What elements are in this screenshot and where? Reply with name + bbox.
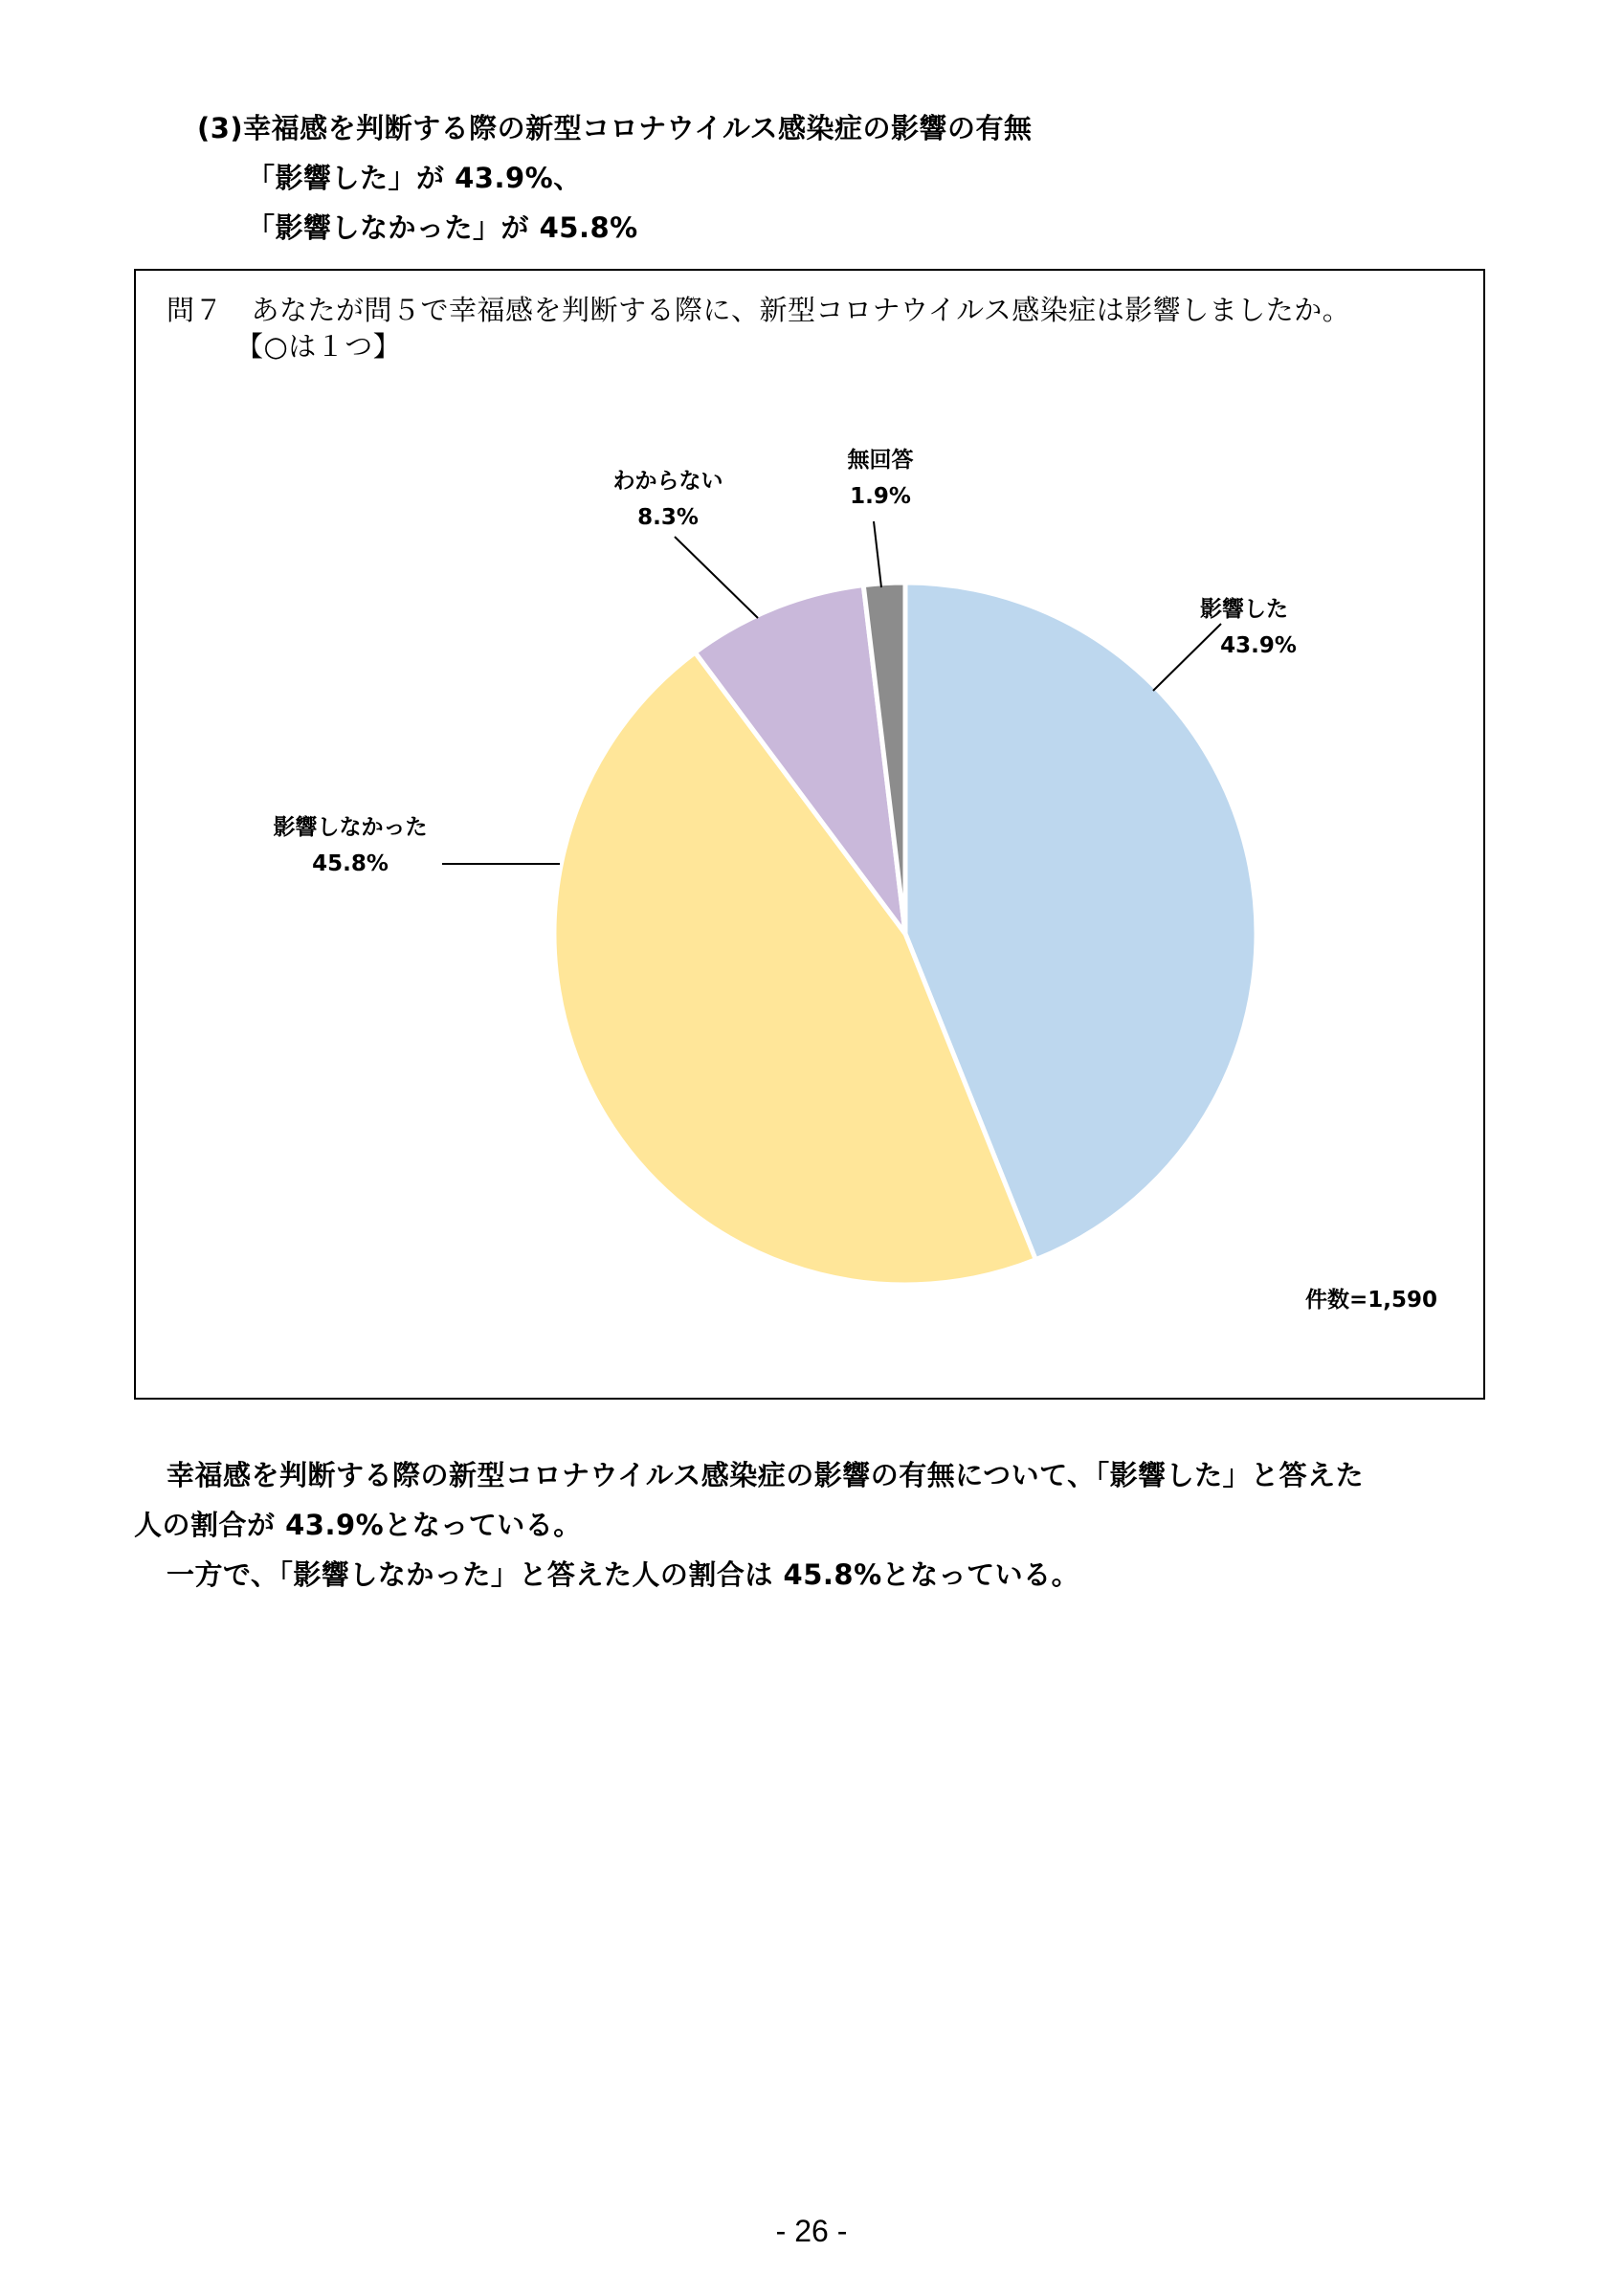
slice-label-not-affected-value: 45.8%: [312, 851, 389, 876]
leader-line-unknown: [675, 537, 758, 618]
body-paragraph-1-line-1: 幸福感を判断する際の新型コロナウイルス感染症の影響の有無について、「影響した」と答えた: [167, 1459, 1365, 1491]
slice-label-affected-value: 43.9%: [1220, 633, 1297, 658]
section-title: (3)幸福感を判断する際の新型コロナウイルス感染症の影響の有無: [197, 112, 1033, 144]
question-instruction: 【○は１つ】: [235, 330, 402, 363]
slice-label-no-answer-name: 無回答: [847, 448, 914, 473]
sample-count: 件数=1,590: [1305, 1288, 1438, 1313]
slice-label-unknown-name: わからない: [612, 469, 723, 494]
slice-label-affected-name: 影響した: [1199, 597, 1288, 622]
summary-line-2: 「影響しなかった」が 45.8%: [247, 211, 638, 244]
question-text: 問７ あなたが問５で幸福感を判断する際に、新型コロナウイルス感染症は影響しましたか。: [167, 294, 1351, 326]
slice-label-no-answer-value: 1.9%: [850, 484, 911, 509]
body-paragraph-2: 一方で、「影響しなかった」と答えた人の割合は 45.8%となっている。: [167, 1558, 1080, 1591]
slice-label-unknown-value: 8.3%: [637, 505, 699, 530]
slice-label-no-answer: [848, 442, 914, 515]
body-paragraph-1-line-2: 人の割合が 43.9%となっている。: [134, 1509, 582, 1541]
slice-label-not-affected-name: 影響しなかった: [273, 815, 428, 840]
slice-label-unknown: [613, 463, 723, 536]
slice-label-affected: [1191, 591, 1297, 664]
leader-line-no-answer: [874, 521, 881, 587]
slice-label-not-affected: [274, 809, 428, 882]
summary-line-1: 「影響した」が 43.9%、: [247, 162, 582, 194]
page-number: - 26 -: [775, 2214, 848, 2248]
